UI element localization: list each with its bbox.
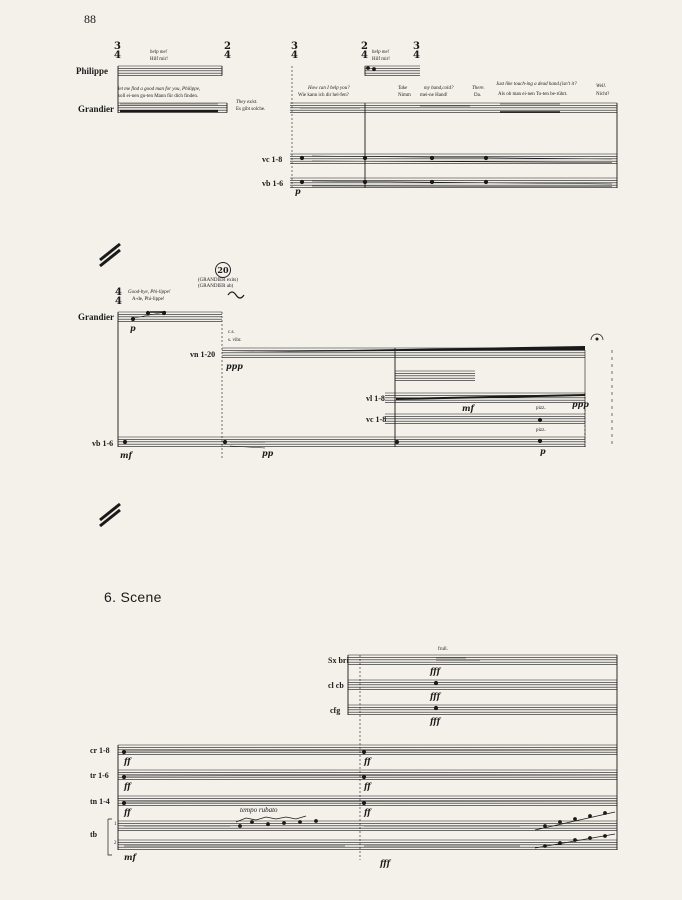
lyric-well-en: Well. — [596, 84, 606, 89]
dynamic-p-1: p — [295, 186, 301, 196]
pizz-2: pizz. — [536, 428, 546, 433]
dynamic-ff-tn-2: ff — [364, 807, 371, 817]
dynamic-ppp-1: ppp — [226, 361, 243, 371]
time-signature-b: 2 4 — [224, 41, 231, 61]
dynamic-mf-vl: mf — [462, 403, 474, 413]
lyric-touch-de: Als ob man ei-nen To-ten be-rührt. — [498, 92, 568, 97]
grandier-lyric-de-1: soll ei-nen gu-ten Mann für dich finden. — [118, 94, 199, 99]
dynamic-fff-cl: fff — [430, 691, 441, 701]
vl-label: vl 1-8 — [366, 394, 385, 403]
philippe-label: Philippe — [76, 66, 109, 76]
cfg-label: cfg — [330, 706, 341, 715]
grandier-lyric-de-2: Es gibt solche. — [236, 107, 266, 112]
dynamic-fff-sx: fff — [430, 666, 441, 676]
lyric-there-de: Da. — [474, 93, 482, 98]
pizz-1: pizz. — [536, 406, 546, 411]
goodbye-lyric-en: Good-bye, Phi-lippe! — [128, 290, 171, 295]
dynamic-ff-tr-2: ff — [364, 781, 371, 791]
scene-title: 6. Scene — [104, 589, 162, 605]
sx-label: Sx bri — [328, 656, 349, 665]
divider-2 — [100, 504, 120, 526]
vn-label: vn 1-20 — [190, 350, 216, 359]
lyric-take-en: Take — [398, 86, 408, 91]
time-signature-4-4: 4 4 — [115, 287, 122, 307]
tempo-rubato: tempo rubato — [240, 806, 278, 814]
grandier-lyric-en-2: They exist. — [236, 100, 258, 105]
senza-vibrato: s. vibr. — [228, 338, 242, 343]
page-number: 88 — [84, 12, 96, 26]
vc-label-2: vc 1-8 — [366, 415, 387, 424]
tr-label: tr 1-6 — [90, 771, 109, 780]
dynamic-fff-cfg: fff — [430, 716, 441, 726]
dynamic-ppp-2: ppp — [572, 399, 589, 409]
system-3-notes — [122, 658, 617, 848]
grandier-label-1: Grandier — [78, 104, 114, 114]
dynamic-p-3: p — [540, 446, 546, 456]
rehearsal-mark-20: 20 — [215, 262, 231, 278]
cl-label: cl cb — [328, 681, 344, 690]
c-s-mark: c.s. — [228, 330, 235, 335]
time-signature-a: 3 4 — [114, 41, 121, 61]
time-signature-e: 3 4 — [413, 41, 420, 61]
system-3-staves — [108, 655, 617, 860]
dynamic-ff-tn-1: ff — [124, 807, 131, 817]
dynamic-mf-vb: mf — [120, 450, 132, 460]
lyric-well-de: Nicht? — [596, 92, 610, 97]
lyric-hand-de: mei-ne Hand! — [420, 93, 448, 98]
dynamic-pp: pp — [262, 448, 274, 458]
time-signature-d: 2 4 — [361, 41, 368, 61]
lyric-take-de: Nimm — [398, 93, 411, 98]
stage-direction-ab: (GRANDIER ab) — [198, 284, 234, 289]
philippe-lyric-en-2: help me! — [372, 50, 390, 55]
grandier-lyric-en-1: let me find a good man for you, Philippe, — [118, 87, 201, 92]
dynamic-ff-tr-1: ff — [124, 781, 131, 791]
tn-label: tn 1-4 — [90, 797, 110, 806]
tb-staff-1-number: 1 — [114, 822, 117, 827]
vb-label-2: vb 1-6 — [92, 439, 114, 448]
goodbye-lyric-de: A-de, Phi-lippe! — [132, 297, 165, 302]
time-signature-c: 3 4 — [291, 41, 298, 61]
dynamic-fff-tb: fff — [380, 858, 391, 868]
frull-mark: frull. — [438, 647, 448, 652]
divider-1 — [100, 244, 120, 266]
cr-label: cr 1-8 — [90, 746, 110, 755]
dynamic-p-2: p — [130, 323, 136, 333]
stage-direction-exits: (GRANDIER exits) — [198, 278, 238, 283]
dynamic-ff-cr-1: ff — [124, 756, 131, 766]
grandier-label-2: Grandier — [78, 312, 114, 322]
philippe-lyric-en-1: help me! — [150, 50, 168, 55]
tb-staff-2-number: 2 — [114, 841, 117, 846]
system-2-staves — [118, 312, 585, 460]
vb-label-1: vb 1-6 — [262, 179, 284, 188]
dynamic-ff-cr-2: ff — [364, 756, 371, 766]
system-2-notes — [123, 292, 612, 448]
vc-label-1: vc 1-8 — [262, 155, 283, 164]
lyric-there-en: There. — [472, 86, 485, 91]
lyric-how-can-i-de: Wie kann ich dir hel-fen? — [298, 93, 349, 98]
philippe-lyric-de-2: Hilf mir! — [372, 57, 390, 62]
dynamic-mf-tb: mf — [124, 852, 136, 862]
philippe-lyric-de-1: Hilf mir! — [150, 57, 168, 62]
lyric-hand-en: my hand,cold? — [424, 86, 454, 91]
lyric-touch-en: Just like touch-ing a dead hand.(isn't it? — [496, 82, 577, 87]
lyric-how-can-i-en: How can I help you? — [308, 86, 350, 91]
tb-label: tb — [90, 830, 98, 839]
